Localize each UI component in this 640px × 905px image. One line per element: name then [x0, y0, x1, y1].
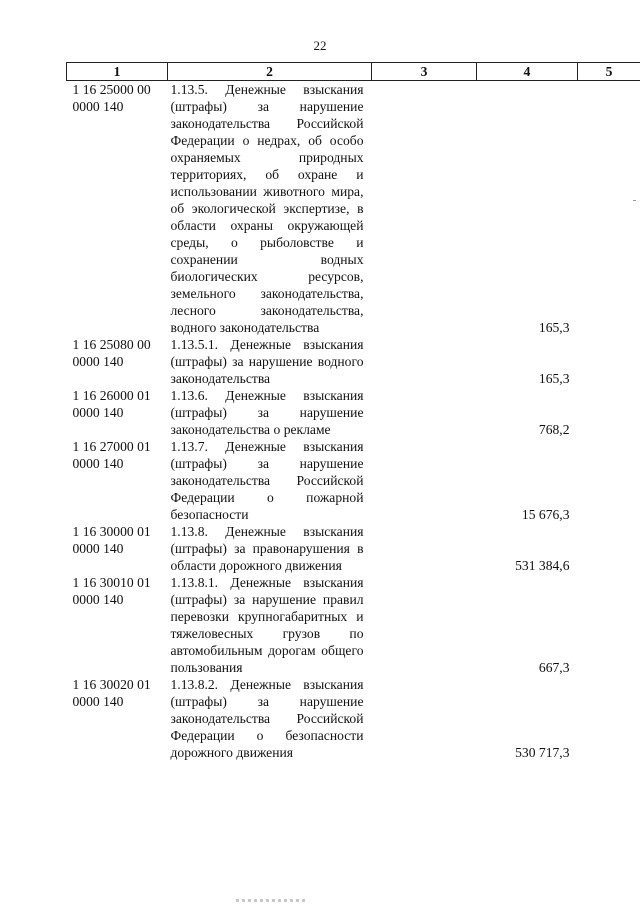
header-row	[67, 63, 640, 81]
table-header	[67, 63, 640, 81]
header-col-4: 4	[477, 63, 578, 81]
row-code: 1 16 30020 01 0000 140	[72, 677, 151, 709]
header-col-3: 3	[372, 63, 477, 81]
row-amount: 15 676,3	[521, 507, 570, 522]
table-row	[67, 523, 640, 574]
row-col-5	[578, 438, 640, 523]
scan-artifact	[633, 200, 636, 201]
row-col-3	[372, 438, 477, 523]
table-row	[67, 387, 640, 438]
row-amount: 165,3	[538, 371, 570, 386]
row-col-3	[372, 574, 477, 676]
row-description: 1.13.8. Денежные взыскания (штрафы) за правонарушения в области дорожного движения	[170, 524, 364, 573]
row-code: 1 16 27000 01 0000 140	[72, 439, 151, 471]
row-description: 1.13.8.1. Денежные взыскания (штрафы) за нарушение правил перевозки крупногабаритных и тяжеловесных грузов по автомобильным дорогам общего пользования	[170, 575, 364, 675]
row-code: 1 16 26000 01 0000 140	[72, 388, 151, 420]
budget-table	[66, 62, 640, 761]
row-col-3	[372, 523, 477, 574]
row-col-3	[372, 676, 477, 761]
row-description: 1.13.8.2. Денежные взыскания (штрафы) за нарушение законодательства Российской Федерации о безопасности дорожного движения	[170, 677, 364, 760]
header-col-2: 2	[168, 63, 372, 81]
table-row	[67, 81, 640, 337]
row-amount: 667,3	[538, 660, 570, 675]
row-col-5	[578, 574, 640, 676]
row-description: 1.13.5. Денежные взыскания (штрафы) за нарушение законодательства Российской Федерации о недрах, об особо охраняемых природных территориях, об охране и использовании животного мира, об экологической экспертизе, в области охраны окружающей среды, о рыболовстве и сохранении водных биологических ресурсов, земельного законодательства, лесного законодательства, водного законодательства	[170, 82, 364, 335]
row-col-5	[578, 523, 640, 574]
row-description: 1.13.5.1. Денежные взыскания (штрафы) за нарушение водного законодательства	[170, 337, 364, 386]
row-col-5	[578, 387, 640, 438]
page-number: 22	[313, 38, 327, 53]
row-col-3	[372, 81, 477, 337]
row-col-3	[372, 387, 477, 438]
row-amount: 531 384,6	[515, 558, 570, 573]
row-amount: 768,2	[538, 422, 570, 437]
row-description: 1.13.6. Денежные взыскания (штрафы) за нарушение законодательства о рекламе	[170, 388, 364, 437]
table-row	[67, 336, 640, 387]
table-row	[67, 676, 640, 761]
row-code: 1 16 30010 01 0000 140	[72, 575, 151, 607]
row-col-5	[578, 81, 640, 337]
row-code: 1 16 30000 01 0000 140	[72, 524, 151, 556]
table-row	[67, 574, 640, 676]
row-col-3	[372, 336, 477, 387]
row-col-5	[578, 336, 640, 387]
row-col-5	[578, 676, 640, 761]
table-body	[67, 81, 640, 762]
header-col-1: 1	[67, 63, 168, 81]
table-row	[67, 438, 640, 523]
row-code: 1 16 25000 00 0000 140	[72, 82, 151, 114]
row-amount: 165,3	[538, 320, 570, 335]
scan-artifact-bottom	[236, 899, 306, 902]
row-amount: 530 717,3	[515, 745, 570, 760]
row-code: 1 16 25080 00 0000 140	[72, 337, 151, 369]
header-col-5: 5	[578, 63, 640, 81]
row-description: 1.13.7. Денежные взыскания (штрафы) за нарушение законодательства Российской Федерации о пожарной безопасности	[170, 439, 364, 522]
